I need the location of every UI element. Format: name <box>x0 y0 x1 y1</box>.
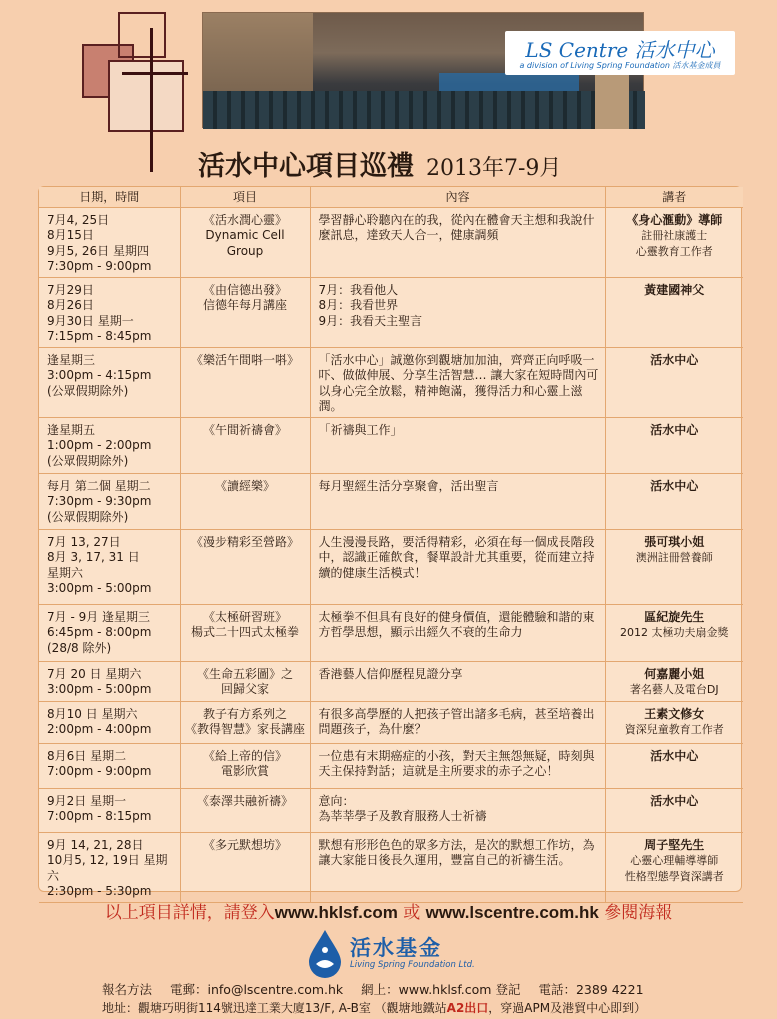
table-row <box>39 473 743 529</box>
ls-centre-logo <box>505 31 735 75</box>
contact-info <box>102 980 742 998</box>
row-speaker <box>605 277 743 347</box>
row-speaker <box>605 207 743 277</box>
table-row <box>39 661 743 701</box>
speaker-title: 資深兒童教育工作者 <box>624 723 724 736</box>
cross-icon-bar <box>122 72 188 75</box>
table-row <box>39 701 743 743</box>
row-program: 《由信德出發》 信德年每月講座 <box>180 277 310 347</box>
address-line <box>102 999 646 1016</box>
row-speaker <box>605 661 743 701</box>
foundation-logo <box>306 928 496 980</box>
address-suffix: ，穿過APM及港貿中心即到） <box>488 1001 647 1015</box>
row-content: 一位患有末期癌症的小孩，對天主無怨無疑，時刻與天主保持對話；這就是主所要求的赤子之心！ <box>310 743 605 788</box>
decor-square-light <box>108 60 184 132</box>
row-date: 7月 - 9月 逢星期三 6:45pm - 8:00pm (28/8 除外) <box>39 604 180 661</box>
email-text[interactable]: 電郵：info@lscentre.com.hk <box>170 982 344 997</box>
table-row <box>39 832 743 902</box>
speaker-title: 澳洲註冊營養師 <box>635 551 713 564</box>
row-program: 《太極研習班》 楊式二十四式太極拳 <box>180 604 310 661</box>
row-speaker <box>605 529 743 604</box>
page-title <box>198 144 678 182</box>
row-date: 8月10 日 星期六 2:00pm - 4:00pm <box>39 701 180 743</box>
row-speaker <box>605 417 743 473</box>
row-speaker <box>605 604 743 661</box>
info-or: 或 <box>397 903 426 923</box>
web-text[interactable]: 網上：www.hklsf.com 登記 <box>361 982 521 997</box>
table-row <box>39 529 743 604</box>
logo-name: LS Centre 活水中心 <box>525 38 715 62</box>
register-label: 報名方法 <box>102 982 153 997</box>
speaker-title: 心靈心理輔導導師 性格型態學資深講者 <box>624 854 724 883</box>
row-program: 《樂活午間唞一唞》 <box>180 347 310 417</box>
row-program: 《生命五彩圖》之 回歸父家 <box>180 661 310 701</box>
col-header-program: 項目 <box>180 187 310 207</box>
speaker-name: 《身心滙動》導師 <box>626 212 723 227</box>
row-content: 意向： 為莘莘學子及教育服務人士祈禱 <box>310 788 605 832</box>
table-row <box>39 277 743 347</box>
table-row <box>39 604 743 661</box>
title-period: 2013年7-9月 <box>426 156 562 181</box>
row-date: 7月29日 8月26日 9月30日 星期一 7:15pm - 8:45pm <box>39 277 180 347</box>
more-info-line <box>0 898 777 923</box>
table-row <box>39 347 743 417</box>
link-hklsf[interactable]: www.hklsf.com <box>274 903 398 922</box>
row-program: 《讀經樂》 <box>180 473 310 529</box>
row-date: 每月 第二個 星期二 7:30pm - 9:30pm (公眾假期除外) <box>39 473 180 529</box>
table-row <box>39 788 743 832</box>
row-date: 逢星期五 1:00pm - 2:00pm (公眾假期除外) <box>39 417 180 473</box>
decor-square-outline <box>118 12 166 58</box>
row-content: 「活水中心」誠邀你到觀塘加加油，齊齊正向呼吸一吓、做做伸展、分享生活智慧… 讓大家在短時間內可以身心完全放鬆，精神飽滿，獲得活力和心靈上滋潤。 <box>310 347 605 417</box>
speaker-name: 何嘉麗小姐 <box>644 666 705 681</box>
row-date: 7月4, 25日 8月15日 9月5, 26日 星期四 7:30pm - 9:00pm <box>39 207 180 277</box>
centre-photo <box>202 12 721 128</box>
speaker-name: 張可琪小姐 <box>644 534 705 549</box>
program-table <box>38 186 742 898</box>
speaker-name: 周子堅先生 <box>644 837 705 852</box>
row-content: 有很多高學歷的人把孩子管出諸多毛病，甚至培養出問題孩子，為什麼？ <box>310 701 605 743</box>
foundation-name-cn: 活水基金 <box>350 935 442 960</box>
speaker-title: 著名藝人及電台DJ <box>629 683 719 696</box>
row-program: 《漫步精彩至營路》 <box>180 529 310 604</box>
speaker-name: 活水中心 <box>650 793 699 808</box>
row-speaker <box>605 743 743 788</box>
row-program: 《午間祈禱會》 <box>180 417 310 473</box>
row-content: 人生漫漫長路，要活得精彩，必須在每一個成長階段中，認識正確飲食，餐單設計尤其重要，從而建立持續的健康生活模式！ <box>310 529 605 604</box>
speaker-title: 2012 太極功夫扇金獎 <box>620 626 729 639</box>
speaker-title: 註冊社康護士 心靈教育工作者 <box>635 229 713 258</box>
address-prefix: 地址：觀塘巧明街114號迅達工業大廈13/F, A-B室 （觀塘地鐵站 <box>102 1001 447 1015</box>
col-header-date: 日期，時間 <box>39 187 180 207</box>
row-speaker <box>605 832 743 902</box>
info-prefix: 以上項目詳情，請登入 <box>104 903 275 923</box>
row-content: 「祈禱與工作」 <box>310 417 605 473</box>
speaker-name: 活水中心 <box>650 422 699 437</box>
row-content: 太極拳不但具有良好的健身價值，還能體驗和諧的東方哲學思想，顯示出經久不衰的生命力 <box>310 604 605 661</box>
row-content: 每月聖經生活分享聚會，活出聖言 <box>310 473 605 529</box>
cross-icon <box>150 28 153 172</box>
row-date: 逢星期三 3:00pm - 4:15pm (公眾假期除外) <box>39 347 180 417</box>
speaker-name: 活水中心 <box>650 478 699 493</box>
row-program: 《給上帝的信》 電影欣賞 <box>180 743 310 788</box>
row-program: 《多元默想坊》 <box>180 832 310 902</box>
table-row <box>39 417 743 473</box>
row-date: 7月 20 日 星期六 3:00pm - 5:00pm <box>39 661 180 701</box>
row-program: 教子有方系列之 《教得智慧》家長講座 <box>180 701 310 743</box>
water-drop-icon <box>306 928 344 978</box>
col-header-content: 內容 <box>310 187 605 207</box>
foundation-name-en: Living Spring Foundation Ltd. <box>350 960 475 970</box>
row-speaker <box>605 788 743 832</box>
phone-text: 電話：2389 4221 <box>538 982 644 997</box>
row-speaker <box>605 473 743 529</box>
table-row <box>39 207 743 277</box>
col-header-speaker: 講者 <box>605 187 743 207</box>
speaker-name: 王素文修女 <box>644 706 705 721</box>
row-date: 9月 14, 21, 28日 10月5, 12, 19日 星期六 2:30pm - 5:30pm <box>39 832 180 902</box>
table-header <box>39 187 743 207</box>
row-date: 9月2日 星期一 7:00pm - 8:15pm <box>39 788 180 832</box>
row-program: 《泰澤共融祈禱》 <box>180 788 310 832</box>
table-row <box>39 743 743 788</box>
row-content: 默想有形形色色的眾多方法，是次的默想工作坊，為讓大家能日後長久運用，豐富自己的祈禱生活。 <box>310 832 605 902</box>
logo-subtitle: a division of Living Spring Foundation 活水基金成員 <box>519 61 721 70</box>
row-program: 《活水潤心靈》 Dynamic Cell Group <box>180 207 310 277</box>
row-content: 7月：我看他人 8月：我看世界 9月：我看天主聖言 <box>310 277 605 347</box>
row-content: 學習靜心聆聽內在的我，從內在體會天主想和我說什麼訊息，達致天人合一，健康調頻 <box>310 207 605 277</box>
row-date: 8月6日 星期二 7:00pm - 9:00pm <box>39 743 180 788</box>
row-speaker <box>605 347 743 417</box>
speaker-name: 活水中心 <box>650 748 699 763</box>
address-exit: A2出口 <box>446 1001 489 1015</box>
title-cn: 活水中心項目巡禮 <box>198 151 414 182</box>
speaker-name: 區紀旋先生 <box>644 609 705 624</box>
info-suffix: 參閱海報 <box>598 903 673 923</box>
speaker-name: 黃建國神父 <box>644 282 705 297</box>
link-lscentre[interactable]: www.lscentre.com.hk <box>425 903 599 922</box>
row-date: 7月 13, 27日 8月 3, 17, 31 日 星期六 3:00pm - 5:00pm <box>39 529 180 604</box>
row-content: 香港藝人信仰歷程見證分享 <box>310 661 605 701</box>
row-speaker <box>605 701 743 743</box>
speaker-name: 活水中心 <box>650 352 699 367</box>
